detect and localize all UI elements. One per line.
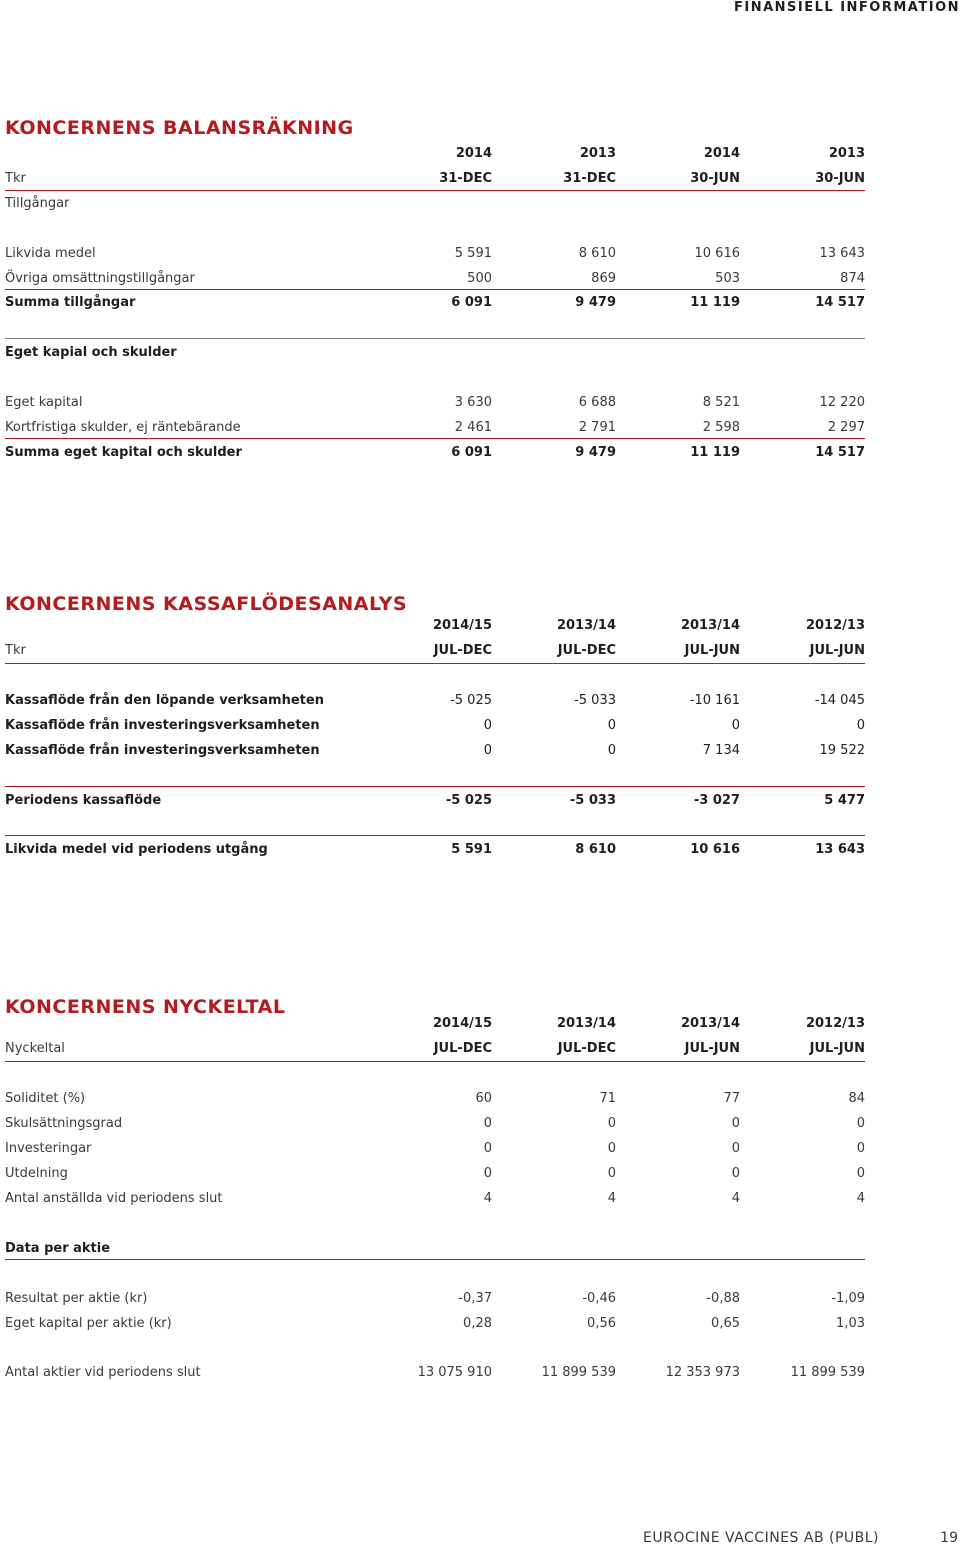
table-row [5, 716, 865, 736]
table-row [5, 1189, 865, 1209]
balance-title: KONCERNENS BALANSRÄKNING [5, 117, 354, 139]
cell: 2 461 [454, 420, 492, 435]
row-label: Eget kapital [5, 395, 83, 410]
sum-divider [5, 786, 865, 787]
row-label: Likvida medel [5, 246, 96, 261]
cell: 11 119 [690, 445, 740, 460]
cell: 8 521 [702, 395, 740, 410]
cell: 11 119 [690, 295, 740, 310]
cell: 0 [731, 1166, 740, 1181]
cell: 9 479 [575, 445, 616, 460]
section-divider [5, 1259, 865, 1260]
cell: 14 517 [815, 295, 865, 310]
cashflow-period-header [5, 641, 865, 661]
col-year: 2014 [703, 146, 740, 161]
col-year: 2013 [579, 146, 616, 161]
table-row-total [5, 791, 865, 811]
table-row [5, 244, 865, 264]
cell: 0 [607, 1166, 616, 1181]
col-year: 2013/14 [556, 618, 616, 633]
row-label: Resultat per aktie (kr) [5, 1291, 148, 1306]
assets-heading: Tillgångar [5, 196, 70, 211]
table-row-total [5, 840, 865, 860]
equity-heading: Eget kapial och skulder [5, 345, 177, 360]
row-label: Summa eget kapital och skulder [5, 445, 242, 460]
cell: 0 [731, 1116, 740, 1131]
cell: 0 [731, 1141, 740, 1156]
cell: 5 477 [824, 793, 865, 808]
header-divider [5, 663, 865, 664]
cell: 6 091 [451, 445, 492, 460]
unit-label: Tkr [5, 171, 26, 186]
row-label: Kassaflöde från investeringsverksamheten [5, 743, 320, 758]
table-row [5, 1164, 865, 1184]
per-share-heading: Data per aktie [5, 1241, 111, 1256]
col-year: 2013/14 [680, 1016, 740, 1031]
assets-heading-row [5, 194, 865, 214]
col-year: 2012/13 [805, 1016, 865, 1031]
ratios-year-header [5, 1014, 865, 1034]
cell: 874 [840, 271, 865, 286]
table-row [5, 269, 865, 289]
col-period: JUL-DEC [433, 1041, 492, 1056]
col-date: 30-JUN [815, 171, 865, 186]
cell: 0 [856, 1141, 865, 1156]
row-label: Summa tillgångar [5, 295, 136, 310]
cell: 13 075 910 [417, 1365, 492, 1380]
footer-company: EUROCINE VACCINES AB (PUBL) [643, 1530, 880, 1546]
cell: 60 [475, 1091, 492, 1106]
cell: 5 591 [454, 246, 492, 261]
cell: 84 [848, 1091, 865, 1106]
cell: 503 [715, 271, 740, 286]
cell: -5 025 [445, 793, 492, 808]
col-date: 31-DEC [563, 171, 616, 186]
section-divider [5, 338, 865, 339]
cell: 12 353 973 [665, 1365, 740, 1380]
cell: 10 616 [694, 246, 740, 261]
col-period: JUL-JUN [684, 1041, 740, 1056]
cell: -3 027 [693, 793, 740, 808]
cell: 6 688 [578, 395, 616, 410]
col-year: 2013/14 [680, 618, 740, 633]
balance-date-header [5, 169, 865, 189]
cashflow-year-header [5, 616, 865, 636]
cell: 8 610 [578, 246, 616, 261]
table-row-total [5, 443, 865, 463]
equity-heading-row [5, 343, 865, 363]
cell: -0,88 [706, 1291, 740, 1306]
col-year: 2014/15 [432, 618, 492, 633]
cell: 14 517 [815, 445, 865, 460]
ratios-period-header [5, 1039, 865, 1059]
col-year: 2014/15 [432, 1016, 492, 1031]
table-row [5, 1314, 865, 1334]
cell: 0 [856, 718, 865, 733]
cell: 2 791 [578, 420, 616, 435]
col-year: 2014 [455, 146, 492, 161]
unit-label: Tkr [5, 643, 26, 658]
col-period: JUL-JUN [684, 643, 740, 658]
col-period: JUL-DEC [433, 643, 492, 658]
cashflow-title: KONCERNENS KASSAFLÖDESANALYS [5, 593, 408, 615]
table-row [5, 393, 865, 413]
row-label: Antal aktier vid periodens slut [5, 1365, 201, 1380]
cell: 0 [856, 1116, 865, 1131]
row-label: Soliditet (%) [5, 1091, 86, 1106]
cell: -0,37 [458, 1291, 492, 1306]
cell: 0 [483, 1116, 492, 1131]
header-divider [5, 1061, 865, 1062]
sum-divider [5, 438, 865, 439]
row-label: Kortfristiga skulder, ej räntebärande [5, 420, 241, 435]
cell: 4 [731, 1191, 740, 1206]
cell: 9 479 [575, 295, 616, 310]
cell: 0 [856, 1166, 865, 1181]
cell: 71 [599, 1091, 616, 1106]
row-label: Skulsättningsgrad [5, 1116, 123, 1131]
cell: 0 [607, 743, 616, 758]
cell: 2 598 [702, 420, 740, 435]
table-row [5, 741, 865, 761]
cell: -1,09 [831, 1291, 865, 1306]
cell: 500 [467, 271, 492, 286]
table-row [5, 691, 865, 711]
cell: 11 899 539 [790, 1365, 865, 1380]
col-year: 2012/13 [805, 618, 865, 633]
cell: -5 033 [569, 793, 616, 808]
col-period: JUL-DEC [557, 1041, 616, 1056]
ratios-title: KONCERNENS NYCKELTAL [5, 996, 286, 1018]
cell: 2 297 [827, 420, 865, 435]
col-date: 31-DEC [439, 171, 492, 186]
cell: 0 [731, 718, 740, 733]
table-row [5, 1363, 865, 1383]
col-year: 2013/14 [556, 1016, 616, 1031]
col-period: JUL-DEC [557, 643, 616, 658]
table-row-total [5, 293, 865, 313]
row-label: Periodens kassaflöde [5, 793, 162, 808]
cell: 0 [483, 718, 492, 733]
cell: 5 591 [451, 842, 492, 857]
cell: 869 [591, 271, 616, 286]
cell: 1,03 [836, 1316, 865, 1331]
cell: 0,65 [711, 1316, 740, 1331]
cell: 6 091 [451, 295, 492, 310]
cell: -0,46 [582, 1291, 616, 1306]
cell: 0 [607, 1116, 616, 1131]
header-divider [5, 190, 865, 191]
cell: 0,28 [463, 1316, 492, 1331]
cell: 77 [723, 1091, 740, 1106]
table-row [5, 1289, 865, 1309]
cell: -14 045 [814, 693, 865, 708]
cell: -10 161 [689, 693, 740, 708]
cell: 0,56 [587, 1316, 616, 1331]
row-label: Eget kapital per aktie (kr) [5, 1316, 172, 1331]
row-label: Likvida medel vid periodens utgång [5, 842, 268, 857]
cell: -5 033 [574, 693, 616, 708]
cell: 4 [856, 1191, 865, 1206]
col-period: JUL-JUN [809, 1041, 865, 1056]
cell: 8 610 [575, 842, 616, 857]
cell: 3 630 [454, 395, 492, 410]
col-period: JUL-JUN [809, 643, 865, 658]
table-row [5, 418, 865, 438]
row-label: Antal anställda vid periodens slut [5, 1191, 223, 1206]
col-date: 30-JUN [690, 171, 740, 186]
cell: 0 [483, 1141, 492, 1156]
balance-year-header [5, 144, 865, 164]
row-label: Övriga omsättningstillgångar [5, 271, 195, 286]
cell: 19 522 [819, 743, 865, 758]
cell: 12 220 [819, 395, 865, 410]
table-row [5, 1139, 865, 1159]
section-header: FINANSIELL INFORMATION [734, 0, 960, 15]
cell: 0 [483, 1166, 492, 1181]
per-share-heading-row [5, 1239, 865, 1259]
cell: -5 025 [450, 693, 492, 708]
cell: 4 [607, 1191, 616, 1206]
row-label: Kassaflöde från den löpande verksamheten [5, 693, 324, 708]
row-label: Kassaflöde från investeringsverksamheten [5, 718, 320, 733]
unit-label: Nyckeltal [5, 1041, 65, 1056]
cell: 7 134 [702, 743, 740, 758]
table-row [5, 1089, 865, 1109]
cell: 11 899 539 [541, 1365, 616, 1380]
cell: 0 [607, 1141, 616, 1156]
cell: 13 643 [815, 842, 865, 857]
cell: 0 [483, 743, 492, 758]
sum-divider [5, 835, 865, 836]
row-label: Utdelning [5, 1166, 68, 1181]
row-label: Investeringar [5, 1141, 92, 1156]
table-row [5, 1114, 865, 1134]
cell: 4 [483, 1191, 492, 1206]
sum-divider [5, 289, 865, 290]
cell: 13 643 [819, 246, 865, 261]
cell: 10 616 [690, 842, 740, 857]
cell: 0 [607, 718, 616, 733]
col-year: 2013 [828, 146, 865, 161]
page-number: 19 [940, 1530, 958, 1546]
